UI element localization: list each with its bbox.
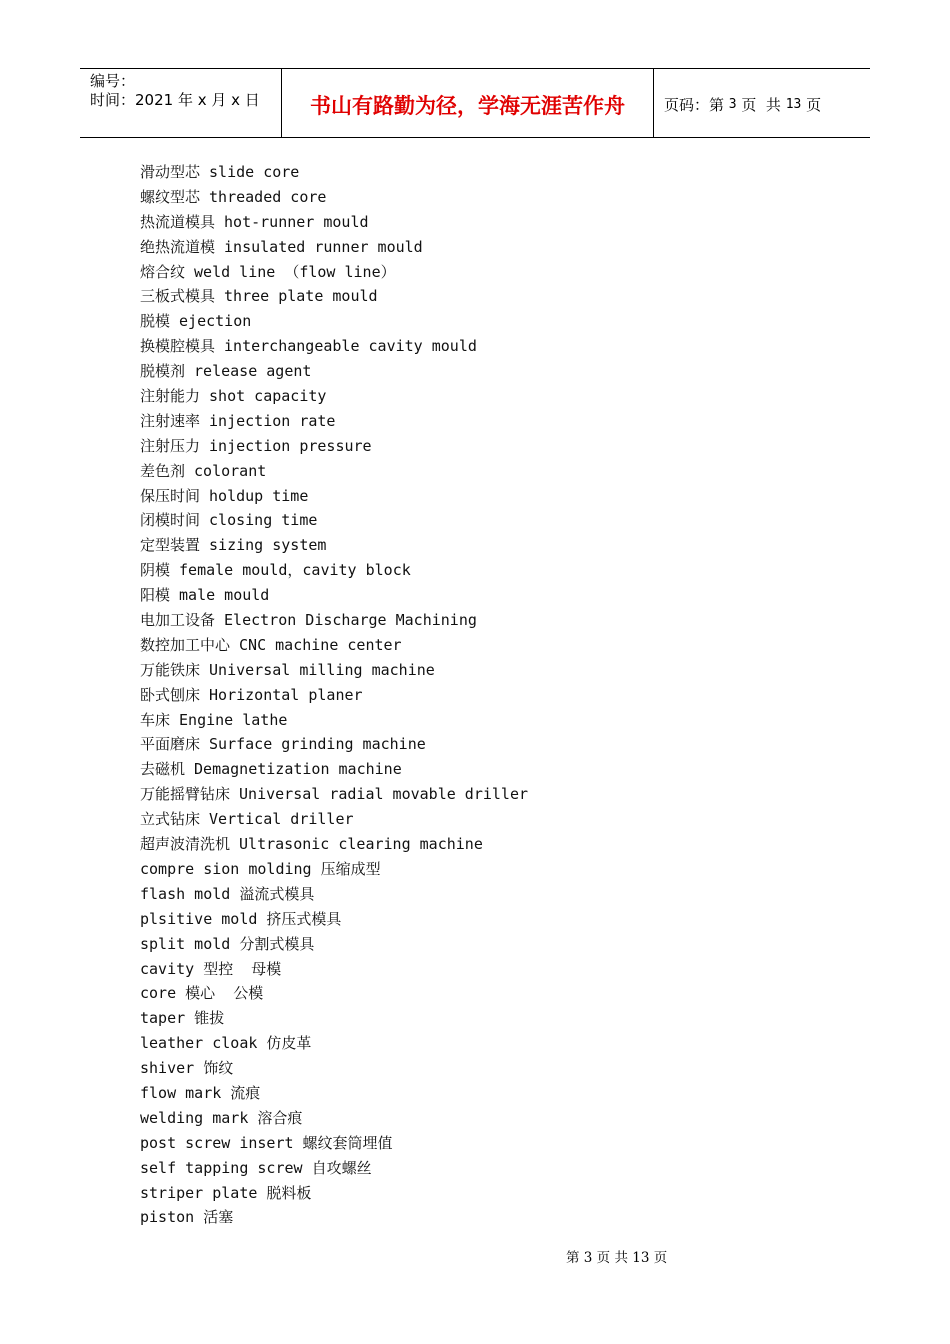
- glossary-line: cavity 型控 母模: [140, 959, 282, 978]
- glossary-line: post screw insert 螺纹套筒埋值: [140, 1133, 393, 1152]
- page-mid: 页 共: [736, 95, 786, 114]
- glossary-line: 换模腔模具 interchangeable cavity mould: [140, 337, 477, 356]
- glossary-line: 脱模剂 release agent: [140, 362, 312, 381]
- glossary-line: taper 锥拔: [140, 1009, 225, 1028]
- page-footer: 第 3 页 共 13 页: [566, 1250, 668, 1266]
- glossary-line: 超声波清洗机 Ultrasonic clearing machine: [140, 835, 483, 854]
- glossary-line: piston 活塞: [140, 1208, 234, 1227]
- glossary-line: 注射压力 injection pressure: [140, 436, 372, 455]
- page-total: 13: [785, 96, 802, 112]
- glossary-line: plsitive mold 挤压式模具: [140, 909, 342, 928]
- document-number-label: 编号：: [90, 72, 136, 90]
- glossary-line: 阳模 male mould: [140, 586, 270, 605]
- glossary-line: 绝热流道模 insulated runner mould: [140, 237, 423, 256]
- glossary-line: shiver 饰纹: [140, 1059, 234, 1078]
- header-meta: [80, 69, 282, 137]
- glossary-line: 热流道模具 hot-runner mould: [140, 212, 369, 231]
- glossary-line: 卧式刨床 Horizontal planer: [140, 685, 363, 704]
- glossary-line: 电加工设备 Electron Discharge Machining: [140, 611, 477, 630]
- glossary-list: [140, 160, 528, 1230]
- glossary-line: 阴模 female mould，cavity block: [140, 561, 411, 580]
- glossary-line: 脱模 ejection: [140, 312, 252, 331]
- glossary-line: 万能摇臂钻床 Universal radial movable driller: [140, 785, 529, 804]
- glossary-line: 注射能力 shot capacity: [140, 387, 327, 406]
- header-motto: 书山有路勤为径，学海无涯苦作舟: [281, 69, 654, 137]
- glossary-line: 三板式模具 three plate mould: [140, 287, 378, 306]
- glossary-line: leather cloak 仿皮革: [140, 1034, 312, 1053]
- glossary-line: 闭模时间 closing time: [140, 511, 318, 530]
- glossary-line: 保压时间 holdup time: [140, 486, 309, 505]
- header-page-number: [654, 69, 870, 137]
- glossary-line: flow mark 流痕: [140, 1083, 261, 1102]
- glossary-line: split mold 分割式模具: [140, 934, 315, 953]
- glossary-line: flash mold 溢流式模具: [140, 884, 315, 903]
- glossary-line: 差色剂 colorant: [140, 461, 267, 480]
- glossary-line: 数控加工中心 CNC machine center: [140, 635, 402, 654]
- glossary-line: 滑动型芯 slide core: [140, 163, 300, 181]
- glossary-line: compre sion molding 压缩成型: [140, 859, 381, 878]
- glossary-line: 注射速率 injection rate: [140, 411, 336, 430]
- page-prefix: 页码：第: [664, 95, 729, 114]
- glossary-line: 立式钻床 Vertical driller: [140, 810, 354, 829]
- glossary-line: 去磁机 Demagnetization machine: [140, 760, 402, 779]
- glossary-line: core 模心 公模: [140, 984, 264, 1003]
- glossary-line: 车床 Engine lathe: [140, 710, 288, 729]
- glossary-line: 平面磨床 Surface grinding machine: [140, 735, 426, 754]
- page-current: 3: [728, 96, 737, 112]
- glossary-line: 螺纹型芯 threaded core: [140, 187, 327, 206]
- glossary-line: striper plate 脱料板: [140, 1183, 312, 1202]
- page-suffix: 页: [801, 95, 822, 114]
- glossary-line: 万能铁床 Universal milling machine: [140, 660, 435, 679]
- document-date: 时间：2021 年 x 月 x 日: [90, 91, 260, 109]
- glossary-line: 定型装置 sizing system: [140, 536, 327, 555]
- page-header: [80, 68, 870, 138]
- glossary-line: 熔合纹 weld line （flow line）: [140, 262, 396, 281]
- glossary-line: self tapping screw 自攻螺丝: [140, 1158, 372, 1177]
- glossary-line: welding mark 溶合痕: [140, 1108, 303, 1127]
